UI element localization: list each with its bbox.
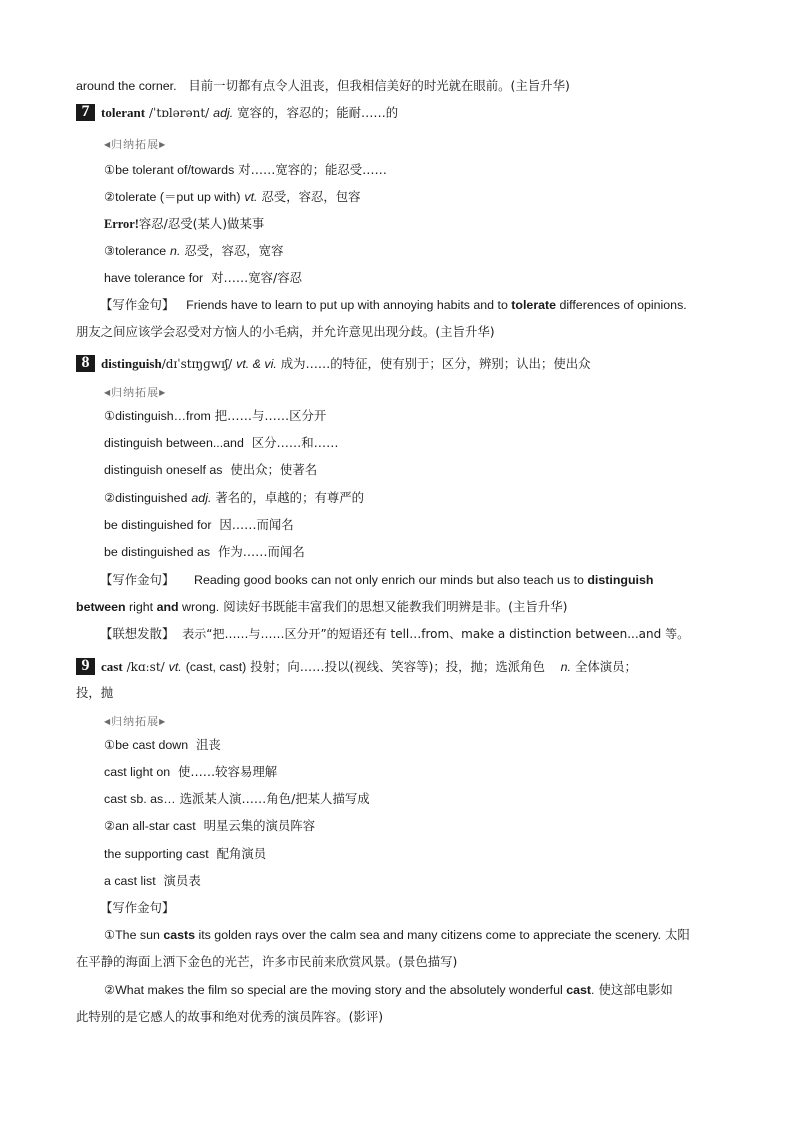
phrase: be distinguished as	[104, 545, 211, 559]
entry-number-badge: 9	[76, 658, 95, 675]
golden-sentence-translation: 使这部电影如	[598, 982, 673, 997]
sentence-text: right	[125, 600, 157, 614]
extension-item	[104, 435, 718, 451]
continued-english: around the corner.	[76, 79, 177, 93]
phrase-meaning: 著名的，卓越的；有尊严的	[215, 490, 365, 505]
phrase-meaning: 明星云集的演员阵容	[203, 818, 316, 833]
extension-item	[104, 846, 718, 862]
entry-9-headword	[76, 658, 718, 677]
definition: 投射；向……投以(视线、笑容等)；投，抛；选派角色	[250, 659, 545, 674]
phrase: distinguish…from	[115, 409, 211, 423]
extension-item	[104, 408, 718, 424]
golden-sentence-label: 【写作金句】	[100, 900, 175, 915]
phrase-meaning: 配角演员	[216, 846, 267, 861]
error-text: Error!	[104, 217, 139, 231]
golden-sentence	[100, 297, 718, 313]
keyword: cast	[566, 983, 592, 997]
part-of-speech: vt.	[168, 660, 182, 674]
association-text: 表示“把……与……区分开”的短语还有 tell…from、make a distinction between...and 等。	[182, 627, 690, 641]
triangle-left-icon: ◀	[104, 140, 112, 149]
golden-sentence-translation: 朋友之间应该学会忍受对方恼人的小毛病，并允许意见出现分歧。(主旨升华)	[76, 324, 495, 339]
phrase-meaning: 因……而闻名	[219, 517, 294, 532]
extension-item	[104, 490, 718, 506]
keyword: between	[76, 600, 126, 614]
item-marker: ①	[104, 927, 116, 942]
verb-forms: (cast, cast)	[185, 660, 247, 674]
phonetic: /ˈtɒlərənt/	[149, 106, 210, 120]
extension-item	[104, 818, 718, 834]
sentence-text: .	[591, 983, 595, 997]
extension-item	[104, 189, 718, 205]
phrase-meaning: 演员表	[163, 873, 201, 888]
phrase-meaning: 使出众；使著名	[230, 462, 318, 477]
phrase-meaning: 忍受，容忍，包容	[261, 189, 361, 204]
headword: tolerant	[101, 105, 146, 120]
golden-sentence-translation: 此特别的是它感人的故事和绝对优秀的演员阵容。(影评)	[76, 1009, 384, 1024]
definition: 成为……的特征，使有别于；区分，辨别；认出；使出众	[280, 356, 591, 371]
phonetic: /dɪˈstɪŋɡwɪʃ/	[161, 357, 233, 371]
extension-item	[104, 162, 718, 178]
extension-item	[104, 243, 718, 259]
sentence-text: The sun	[115, 928, 164, 942]
part-of-speech: vt.	[244, 190, 258, 204]
headword: cast	[101, 659, 123, 674]
phrase: be tolerant of/towards	[115, 163, 235, 177]
definition: 全体演员；	[574, 659, 637, 674]
extension-heading	[104, 713, 718, 731]
phrase-meaning: 使……较容易理解	[178, 764, 278, 779]
entry-8-headword	[76, 355, 718, 374]
association-label: 【联想发散】	[100, 626, 175, 641]
extension-item	[104, 216, 718, 232]
phrase: distinguish between...and	[104, 436, 244, 450]
phrase: have tolerance for	[104, 271, 204, 285]
part-of-speech: n.	[560, 660, 571, 674]
phrase: distinguished	[115, 491, 188, 505]
entry-7-headword	[76, 104, 718, 123]
item-marker: ②	[104, 818, 116, 833]
phrase: distinguish oneself as	[104, 463, 223, 477]
phrase-meaning: 把……与……区分开	[214, 408, 327, 423]
phrase-meaning: 容忍/忍受(某人)做某事	[138, 216, 265, 231]
phonetic: /kɑːst/	[126, 660, 165, 674]
extension-item	[104, 544, 718, 560]
phrase-meaning: 忍受，容忍，宽容	[184, 243, 284, 258]
keyword: and	[156, 600, 179, 614]
item-marker: ②	[104, 189, 116, 204]
part-of-speech: adj.	[191, 491, 212, 505]
keyword: casts	[163, 928, 196, 942]
item-marker: ②	[104, 490, 116, 505]
extension-title: 归纳拓展	[111, 386, 160, 399]
golden-sentence-label: 【写作金句】	[100, 297, 175, 312]
triangle-left-icon: ◀	[104, 717, 112, 726]
sentence-text: Friends have to learn to put up with annoying habits and to	[186, 298, 512, 312]
extension-heading	[104, 384, 718, 402]
item-marker: ①	[104, 408, 116, 423]
phrase: tolerance	[115, 244, 167, 258]
part-of-speech: n.	[170, 244, 181, 258]
continued-sentence	[76, 78, 718, 94]
sentence-text: What makes the film so special are the moving story and the absolutely wonderful	[115, 983, 567, 997]
item-marker: ①	[104, 737, 116, 752]
item-marker: ①	[104, 162, 116, 177]
sentence-text: differences of opinions.	[556, 298, 687, 312]
golden-sentence-translation: 阅读好书既能丰富我们的思想又能教我们明辨是非。(主旨升华)	[223, 599, 568, 614]
entry-number-badge: 7	[76, 104, 95, 121]
extension-item	[104, 270, 718, 286]
triangle-right-icon: ▶	[159, 388, 167, 397]
golden-sentence	[104, 927, 718, 943]
phrase-meaning: 对……宽容/容忍	[211, 270, 302, 285]
golden-sentence-continued	[76, 599, 718, 615]
extension-heading	[104, 136, 718, 154]
extension-item	[104, 873, 718, 889]
item-marker: ②	[104, 982, 116, 997]
sentence-text: Reading good books can not only enrich our minds but also teach us to	[194, 573, 588, 587]
part-of-speech: adj.	[213, 106, 234, 120]
triangle-right-icon: ▶	[159, 140, 167, 149]
keyword: distinguish	[587, 573, 654, 587]
definition-continued: 投，抛	[76, 685, 114, 700]
phrase: be distinguished for	[104, 518, 212, 532]
phrase: be cast down	[115, 738, 189, 752]
triangle-right-icon: ▶	[159, 717, 167, 726]
extension-item	[104, 764, 718, 780]
headword: distinguish	[101, 356, 162, 371]
triangle-left-icon: ◀	[104, 388, 112, 397]
sentence-text: wrong.	[178, 600, 220, 614]
golden-sentence	[100, 572, 718, 588]
definition: 宽容的，容忍的；能耐……的	[237, 105, 399, 120]
phrase: a cast list	[104, 874, 156, 888]
keyword: tolerate	[511, 298, 557, 312]
phrase-meaning: 对……宽容的；能忍受……	[238, 162, 387, 177]
phrase: the supporting cast	[104, 847, 209, 861]
extension-item	[104, 791, 718, 807]
phrase-meaning: 沮丧	[196, 737, 221, 752]
extension-item	[104, 737, 718, 753]
golden-sentence-label: 【写作金句】	[100, 572, 175, 587]
phrase: cast light on	[104, 765, 171, 779]
phrase-meaning: 选派某人演……角色/把某人描写成	[179, 791, 370, 806]
golden-sentence	[104, 982, 718, 998]
extension-item	[104, 462, 718, 478]
extension-title: 归纳拓展	[111, 715, 160, 728]
sentence-text: its golden rays over the calm sea and many citizens come to appreciate the scenery.	[195, 928, 662, 942]
phrase: cast sb. as…	[104, 792, 176, 806]
extension-title: 归纳拓展	[111, 138, 160, 151]
phrase: tolerate (＝put up with)	[115, 190, 241, 204]
golden-sentence-translation: 太阳	[665, 927, 690, 942]
part-of-speech: vt. & vi.	[236, 357, 277, 371]
golden-sentence-translation: 在平静的海面上洒下金色的光芒，许多市民前来欣赏风景。(景色描写)	[76, 954, 458, 969]
phrase-meaning: 区分……和……	[251, 435, 339, 450]
extension-item	[104, 517, 718, 533]
entry-number-badge: 8	[76, 355, 95, 372]
continued-chinese: 目前一切都有点令人沮丧，但我相信美好的时光就在眼前。(主旨升华)	[188, 78, 570, 93]
association-note	[100, 626, 724, 642]
phrase-meaning: 作为……而闻名	[217, 544, 305, 559]
item-marker: ③	[104, 243, 116, 258]
phrase: an all-star cast	[115, 819, 196, 833]
